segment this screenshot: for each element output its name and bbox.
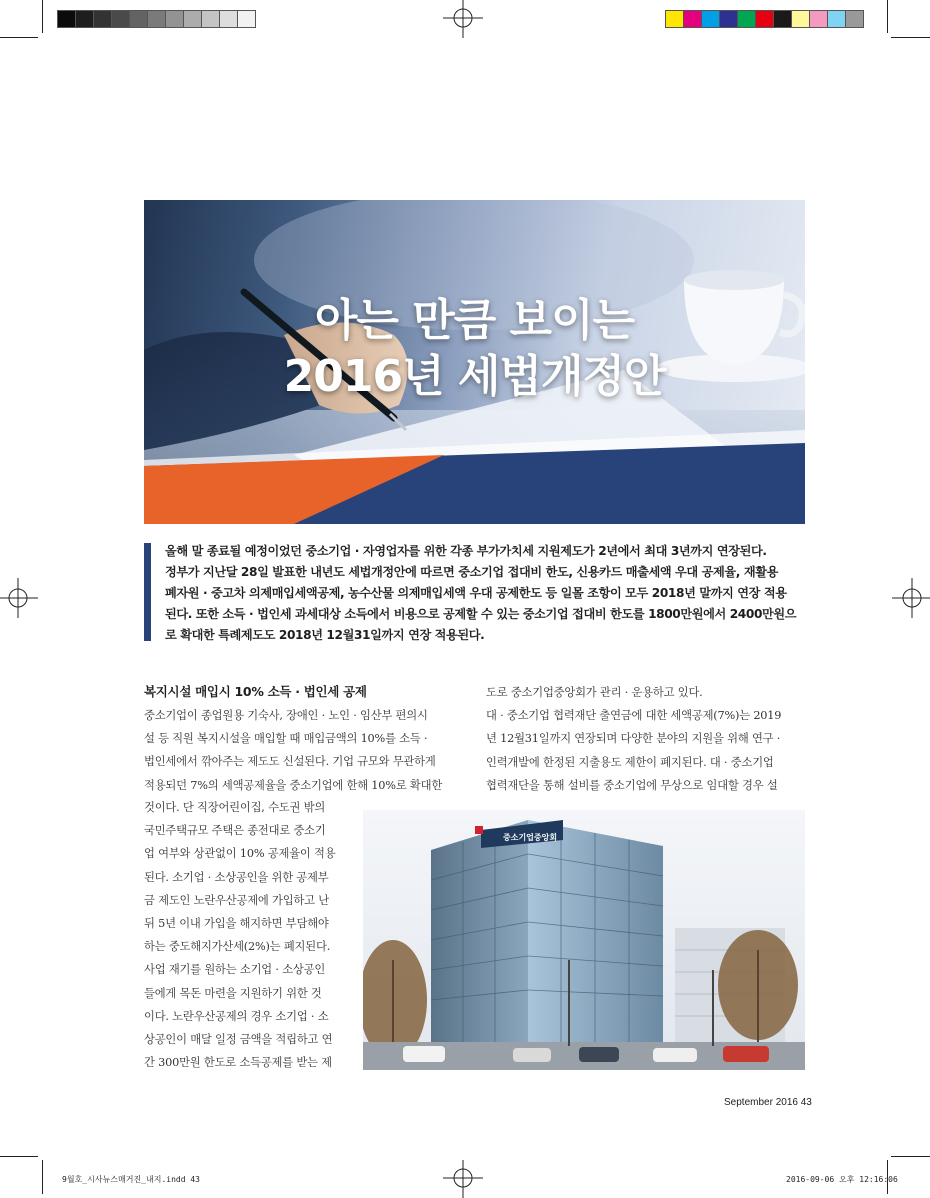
color-swatch [845, 10, 864, 28]
crop-mark [0, 37, 38, 38]
body-line: 들에게 목돈 마련을 지원하기 위한 것 [144, 986, 322, 1000]
body-line: 적용되던 7%의 세액공제율을 중소기업에 한해 10%로 확대한 [144, 778, 443, 792]
grayscale-color-bar [57, 10, 255, 28]
color-swatch [147, 10, 166, 28]
lead-paragraph [165, 541, 805, 646]
body-column-left [144, 704, 464, 797]
body-line: 금 제도인 노란우산공제에 가입하고 난 [144, 893, 329, 907]
lead-line: 로 확대한 특례제도도 2018년 12월31일까지 연장 적용된다. [165, 628, 485, 642]
body-line: 년 12월31일까지 연장되며 다양한 분야의 지원을 위해 연구 · [486, 732, 781, 746]
logo-mark [475, 826, 483, 834]
color-swatch [701, 10, 720, 28]
registration-mark-icon [443, 0, 483, 40]
body-line: 중소기업이 종업원용 기숙사, 장애인 · 노인 · 임산부 편의시 [144, 709, 428, 722]
color-swatch [809, 10, 828, 28]
body-line: 대 · 중소기업 협력재단 출연금에 대한 세액공제(7%)는 2019 [486, 709, 782, 723]
color-swatch [93, 10, 112, 28]
body-line: 이다. 노란우산공제의 경우 소기업 · 소 [144, 1009, 329, 1023]
slug-timestamp: 2016-09-06 오후 12:16:06 [786, 1175, 898, 1184]
color-swatch [683, 10, 702, 28]
lead-line: 올해 말 종료될 예정이었던 중소기업 · 자영업자를 위한 각종 부가가치세 지원제도가 2년에서 최대 3년까지 연장된다. [165, 544, 767, 558]
lead-accent-bar [144, 543, 151, 641]
crop-mark [42, 0, 43, 33]
crop-mark [891, 1156, 930, 1157]
color-swatch [719, 10, 738, 28]
color-swatch [737, 10, 756, 28]
slug-filename: 9월호_시사뉴스매거진_내지.indd 43 [62, 1175, 200, 1184]
lead-line: 폐자원 · 중고차 의제매입세액공제, 농수산물 의제매입세액 우대 공제한도 등 일몰 조항이 모두 2018년 말까지 연장 적용 [165, 586, 787, 600]
color-swatch [827, 10, 846, 28]
body-column-left-wrap [144, 796, 354, 1074]
color-swatch [57, 10, 76, 28]
building-sign: 중소기업중앙회 [503, 833, 558, 842]
body-line: 간 300만원 한도로 소득공제를 받는 제 [144, 1056, 332, 1070]
registration-mark-icon [443, 1158, 483, 1198]
crop-mark [42, 1160, 43, 1194]
color-swatch [755, 10, 774, 28]
hero-banner [144, 200, 805, 524]
body-line: 협력재단을 통해 설비를 중소기업에 무상으로 임대할 경우 설 [486, 778, 778, 792]
color-swatch [773, 10, 792, 28]
process-color-bar [665, 10, 863, 28]
body-line: 것이다. 단 직장어린이집, 수도권 밖의 [144, 801, 326, 814]
color-swatch [665, 10, 684, 28]
building-photo-illustration [363, 810, 805, 1070]
color-swatch [183, 10, 202, 28]
crop-mark [887, 0, 888, 33]
color-swatch [129, 10, 148, 28]
color-swatch [791, 10, 810, 28]
body-line: 된다. 소기업 · 소상공인을 위한 공제부 [144, 870, 329, 884]
body-line: 업 여부와 상관없이 10% 공제율이 적용 [144, 847, 336, 861]
registration-mark-icon [0, 578, 40, 618]
hero-title-line-2: 2016년 세법개정안 [283, 351, 666, 402]
lead-line: 정부가 지난달 28일 발표한 내년도 세법개정안에 따르면 중소기업 접대비 한도, 신용카드 매출세액 우대 공제율, 재활용 [165, 565, 778, 579]
body-line: 국민주택규모 주택은 종전대로 중소기 [144, 824, 326, 838]
crop-mark [891, 37, 930, 38]
crop-mark [0, 1156, 38, 1157]
body-line: 뒤 5년 이내 가입을 해지하면 부담해야 [144, 917, 329, 931]
body-line: 하는 중도해지가산세(2%)는 폐지된다. [144, 940, 331, 954]
color-swatch [165, 10, 184, 28]
page-folio: September 2016 43 [724, 1097, 812, 1108]
body-line: 인력개발에 한정된 지출용도 제한이 폐지된다. 대 · 중소기업 [486, 755, 774, 769]
registration-mark-icon [890, 578, 930, 618]
body-column-right [486, 681, 806, 797]
body-line: 상공인이 매달 일정 금액을 적립하고 연 [144, 1033, 333, 1047]
body-line: 설 등 직원 복지시설을 매입할 때 매입금액의 10%를 소득 · [144, 732, 428, 746]
section-heading: 복지시설 매입시 10% 소득 · 법인세 공제 [144, 684, 367, 699]
lead-line: 된다. 또한 소득 · 법인세 과세대상 소득에서 비용으로 공제할 수 있는 중소기업 접대비 한도를 1800만원에서 2400만원으 [165, 607, 797, 621]
color-swatch [237, 10, 256, 28]
hero-title-line-1: 아는 만큼 보이는 [314, 295, 635, 346]
color-swatch [75, 10, 94, 28]
body-line: 법인세에서 깎아주는 제도도 신설된다. 기업 규모와 무관하게 [144, 755, 436, 769]
color-swatch [201, 10, 220, 28]
body-line: 도로 중소기업중앙회가 관리 · 운용하고 있다. [486, 686, 703, 699]
building-photo [363, 810, 805, 1070]
color-swatch [219, 10, 238, 28]
body-line: 사업 재기를 원하는 소기업 · 소상공인 [144, 963, 326, 977]
color-swatch [111, 10, 130, 28]
